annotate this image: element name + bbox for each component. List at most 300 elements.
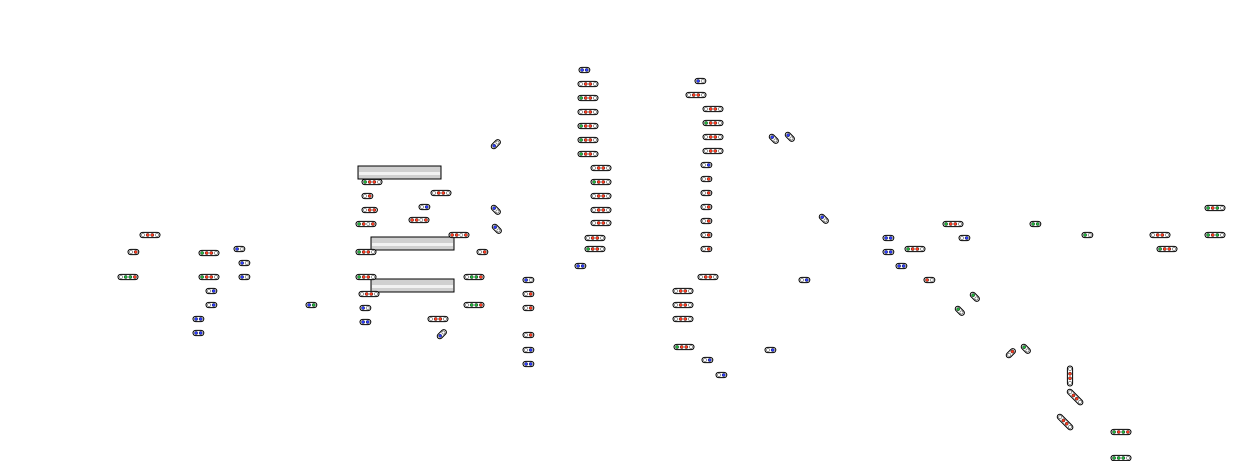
signal-lamp [958, 222, 961, 225]
signal-17[interactable] [356, 221, 376, 226]
signal-74[interactable] [702, 357, 713, 362]
signal-lamp [415, 218, 418, 221]
signal-lamp [1032, 222, 1035, 225]
signal-lamp [709, 149, 712, 152]
signal-21[interactable] [360, 305, 371, 310]
signal-lamp [371, 222, 374, 225]
signal-lamp [707, 247, 710, 250]
signal-lamp [589, 138, 592, 141]
signal-lamp [580, 152, 583, 155]
signal-30[interactable] [428, 316, 448, 321]
signal-22[interactable] [360, 319, 371, 324]
signal-lamp [926, 278, 929, 281]
signal-lamp [146, 233, 149, 236]
signal-lamp [602, 208, 605, 211]
signal-lamp [589, 152, 592, 155]
signal-lamp [1036, 222, 1039, 225]
signal-10[interactable] [234, 246, 245, 251]
signal-lamp [241, 275, 244, 278]
signal-29[interactable] [464, 302, 484, 307]
platform-3 [371, 279, 454, 292]
signal-lamp [703, 247, 706, 250]
signal-82[interactable] [883, 249, 894, 254]
signal-lamp [475, 303, 478, 306]
signal-lamp [151, 233, 154, 236]
signal-lamp [129, 275, 132, 278]
signal-lamp [439, 317, 442, 320]
signal-3[interactable] [118, 274, 138, 279]
signal-lamp [916, 247, 919, 250]
signal-lamp [199, 331, 202, 334]
signal-63[interactable] [701, 176, 712, 181]
signal-lamp [714, 149, 717, 152]
signal-lamp [707, 219, 710, 222]
signal-lamp [367, 222, 370, 225]
signal-lamp [1156, 233, 1159, 236]
signal-lamp [240, 247, 243, 250]
signal-lamp [470, 275, 473, 278]
signal-lamp [374, 292, 377, 295]
signal-lamp [362, 250, 365, 253]
signal-lamp [593, 221, 596, 224]
signal-lamp [464, 233, 467, 236]
signal-lamp [362, 222, 365, 225]
signal-lamp [434, 317, 437, 320]
signal-5[interactable] [199, 274, 219, 279]
signal-68[interactable] [701, 246, 712, 251]
signal-lamp [1113, 430, 1116, 433]
signal-lamp [529, 278, 532, 281]
signal-lamp [364, 180, 367, 183]
signal-lamp [421, 205, 424, 208]
signal-lamp [606, 208, 609, 211]
signal-46[interactable] [578, 137, 598, 142]
signal-lamp [1172, 247, 1175, 250]
signal-lamp [587, 236, 590, 239]
signal-lamp [965, 236, 968, 239]
signal-lamp [600, 247, 603, 250]
signal-lamp [529, 292, 532, 295]
signal-lamp [920, 247, 923, 250]
signal-lamp [801, 278, 804, 281]
signal-lamp [688, 289, 691, 292]
signal-lamp [709, 135, 712, 138]
signal-1[interactable] [140, 232, 160, 237]
signal-47[interactable] [578, 151, 598, 156]
platform-1 [358, 166, 441, 179]
signal-lamp [373, 208, 376, 211]
signal-lamp [600, 236, 603, 239]
platform-stripe [372, 243, 453, 246]
signal-lamp [680, 345, 683, 348]
signal-lamp [707, 163, 710, 166]
signal-lamp [701, 79, 704, 82]
signal-lamp [767, 348, 770, 351]
signal-23[interactable] [431, 190, 451, 195]
signal-58[interactable] [703, 106, 723, 111]
signal-lamp [589, 96, 592, 99]
signal-lamp [1220, 233, 1223, 236]
signal-lamp [142, 233, 145, 236]
signal-95[interactable] [1205, 232, 1225, 237]
signal-lamp [455, 233, 458, 236]
signal-lamp [358, 275, 361, 278]
signal-4[interactable] [199, 250, 219, 255]
signal-62[interactable] [701, 162, 712, 167]
signal-lamp [430, 317, 433, 320]
signal-lamp [593, 152, 596, 155]
signal-lamp [593, 138, 596, 141]
signal-44[interactable] [578, 109, 598, 114]
signal-lamp [1084, 233, 1087, 236]
signal-lamp [911, 247, 914, 250]
signal-lamp [1117, 456, 1120, 459]
signal-25[interactable] [409, 217, 429, 222]
signal-41[interactable] [579, 67, 590, 72]
signal-lamp [684, 289, 687, 292]
signal-18[interactable] [356, 249, 376, 254]
signal-lamp [580, 82, 583, 85]
signal-lamp [902, 264, 905, 267]
signal-lamp [208, 303, 211, 306]
signal-lamp [587, 247, 590, 250]
signal-53[interactable] [585, 235, 605, 240]
signal-lamp [214, 275, 217, 278]
signal-77[interactable] [799, 277, 810, 282]
signal-12[interactable] [239, 274, 250, 279]
platform-stripe [372, 285, 453, 288]
signal-lamp [580, 124, 583, 127]
signal-lamp [377, 180, 380, 183]
signal-lamp [1117, 430, 1120, 433]
signal-16[interactable] [362, 207, 377, 212]
signal-lamp [525, 292, 528, 295]
signal-lamp [589, 110, 592, 113]
signal-lamp [525, 348, 528, 351]
signal-lamp [679, 317, 682, 320]
signal-lamp [606, 166, 609, 169]
signal-lamp [705, 121, 708, 124]
signal-lamp [460, 233, 463, 236]
signal-lamp [443, 317, 446, 320]
signal-lamp [602, 194, 605, 197]
signal-lamp [584, 138, 587, 141]
signal-lamp [689, 345, 692, 348]
signal-lamp [697, 93, 700, 96]
signal-28[interactable] [464, 274, 484, 279]
signal-lamp [580, 96, 583, 99]
signal-lamp [591, 247, 594, 250]
signal-92[interactable] [1150, 232, 1170, 237]
signal-lamp [1220, 206, 1223, 209]
signal-lamp [155, 233, 158, 236]
signal-6[interactable] [206, 288, 217, 293]
signal-39[interactable] [523, 347, 534, 352]
signal-lamp [362, 320, 365, 323]
signal-lamp [718, 373, 721, 376]
signal-lamp [597, 166, 600, 169]
signal-lamp [1165, 233, 1168, 236]
signal-lamp [362, 275, 365, 278]
signal-lamp [701, 93, 704, 96]
signal-70[interactable] [673, 288, 693, 293]
signal-lamp [707, 191, 710, 194]
signal-lamp [1207, 206, 1210, 209]
signal-lamp [479, 275, 482, 278]
signal-lamp [707, 205, 710, 208]
signal-lamp [713, 275, 716, 278]
signal-lamp [358, 222, 361, 225]
signal-lamp [675, 317, 678, 320]
signal-37[interactable] [523, 305, 534, 310]
signal-lamp [371, 250, 374, 253]
signal-lamp [1126, 430, 1129, 433]
signal-75[interactable] [716, 372, 727, 377]
signal-54[interactable] [585, 246, 605, 251]
signal-lamp [120, 275, 123, 278]
signal-27[interactable] [477, 249, 488, 254]
signal-lamp [368, 194, 371, 197]
signal-lamp [208, 289, 211, 292]
signal-40[interactable] [523, 361, 534, 366]
signal-71[interactable] [673, 302, 693, 307]
signal-102[interactable] [1111, 455, 1131, 460]
signal-lamp [1161, 233, 1164, 236]
signal-69[interactable] [698, 274, 718, 279]
signal-60[interactable] [703, 134, 723, 139]
signal-43[interactable] [578, 95, 598, 100]
signal-56[interactable] [695, 78, 706, 83]
signal-lamp [366, 306, 369, 309]
signal-57[interactable] [686, 92, 706, 97]
signal-90[interactable] [1030, 221, 1041, 226]
signal-lamp [692, 93, 695, 96]
signal-50[interactable] [591, 193, 611, 198]
signal-lamp [597, 194, 600, 197]
signal-lamp [420, 218, 423, 221]
signal-lamp [591, 236, 594, 239]
signal-lamp [703, 191, 706, 194]
signal-lamp [437, 191, 440, 194]
signal-lamp [676, 345, 679, 348]
signal-84[interactable] [905, 246, 925, 251]
signal-lamp [525, 278, 528, 281]
signal-lamp [124, 275, 127, 278]
signal-lamp [479, 250, 482, 253]
signal-91[interactable] [1082, 232, 1093, 237]
signal-lamp [525, 333, 528, 336]
signal-45[interactable] [578, 123, 598, 128]
signal-76[interactable] [765, 347, 776, 352]
signal-lamp [708, 358, 711, 361]
signal-8[interactable] [193, 316, 204, 321]
signal-lamp [1068, 368, 1071, 371]
signal-lamp [584, 110, 587, 113]
signal-lamp [581, 68, 584, 71]
signal-11[interactable] [239, 260, 250, 265]
signal-lamp [580, 138, 583, 141]
signal-lamp [446, 191, 449, 194]
signal-73[interactable] [674, 344, 694, 349]
signal-lamp [373, 180, 376, 183]
signal-lamp [709, 121, 712, 124]
signal-lamp [1122, 456, 1125, 459]
signal-lamp [675, 289, 678, 292]
signal-13[interactable] [306, 302, 317, 307]
signal-98[interactable] [1067, 366, 1072, 386]
signal-lamp [1211, 233, 1214, 236]
signal-35[interactable] [523, 277, 534, 282]
signal-lamp [703, 205, 706, 208]
signal-lamp [366, 320, 369, 323]
signal-lamp [889, 250, 892, 253]
signal-lamp [1068, 377, 1071, 380]
signal-lamp [606, 221, 609, 224]
signal-83[interactable] [896, 263, 907, 268]
signal-lamp [584, 152, 587, 155]
signal-64[interactable] [701, 190, 712, 195]
signal-lamp [133, 275, 136, 278]
signal-52[interactable] [591, 220, 611, 225]
signal-lamp [134, 250, 137, 253]
signal-lamp [718, 149, 721, 152]
signal-93[interactable] [1157, 246, 1177, 251]
signal-lamp [1113, 456, 1116, 459]
signal-67[interactable] [701, 232, 712, 237]
signal-lamp [201, 251, 204, 254]
signal-lamp [593, 194, 596, 197]
signal-51[interactable] [591, 207, 611, 212]
signal-101[interactable] [1111, 429, 1131, 434]
signal-lamp [703, 177, 706, 180]
signal-lamp [593, 166, 596, 169]
platform-stripe [359, 172, 440, 175]
signal-7[interactable] [206, 302, 217, 307]
signal-lamp [703, 219, 706, 222]
signal-lamp [684, 317, 687, 320]
signal-lamp [525, 362, 528, 365]
signal-lamp [593, 96, 596, 99]
signal-lamp [362, 306, 365, 309]
signal-lamp [945, 222, 948, 225]
signal-87[interactable] [959, 235, 970, 240]
signal-lamp [602, 221, 605, 224]
signal-19[interactable] [356, 274, 376, 279]
signal-lamp [1211, 206, 1214, 209]
signal-lamp [466, 303, 469, 306]
signal-lamp [361, 292, 364, 295]
signal-lamp [714, 135, 717, 138]
signal-lamp [424, 218, 427, 221]
signal-lamp [602, 166, 605, 169]
signal-lamp [205, 275, 208, 278]
signal-lamp [367, 250, 370, 253]
signal-26[interactable] [449, 232, 469, 237]
signal-lamp [688, 93, 691, 96]
signal-lamp [688, 303, 691, 306]
signal-lamp [593, 208, 596, 211]
signal-lamp [367, 275, 370, 278]
signal-lamp [580, 110, 583, 113]
signal-lamp [529, 306, 532, 309]
signal-lamp [709, 275, 712, 278]
signal-86[interactable] [943, 221, 963, 226]
signal-65[interactable] [701, 204, 712, 209]
signal-lamp [245, 261, 248, 264]
signal-lamp [703, 163, 706, 166]
signal-59[interactable] [703, 120, 723, 125]
signal-lamp [212, 289, 215, 292]
signal-lamp [688, 317, 691, 320]
signal-lamp [889, 236, 892, 239]
signal-15[interactable] [362, 193, 373, 198]
signal-lamp [597, 180, 600, 183]
signal-81[interactable] [883, 235, 894, 240]
signal-lamp [236, 247, 239, 250]
signal-lamp [365, 292, 368, 295]
signal-lamp [722, 373, 725, 376]
signal-lamp [1126, 456, 1129, 459]
signal-49[interactable] [591, 179, 611, 184]
signal-61[interactable] [703, 148, 723, 153]
signal-lamp [1216, 206, 1219, 209]
signal-lamp [1068, 381, 1071, 384]
signal-lamp [479, 303, 482, 306]
signal-lamp [1207, 233, 1210, 236]
signal-lamp [241, 261, 244, 264]
signal-20[interactable] [359, 291, 379, 296]
signal-lamp [1122, 430, 1125, 433]
signal-48[interactable] [591, 165, 611, 170]
signal-lamp [195, 331, 198, 334]
signal-lamp [205, 251, 208, 254]
signal-lamp [312, 303, 315, 306]
signal-24[interactable] [419, 204, 430, 209]
signal-lamp [411, 218, 414, 221]
signal-lamp [718, 121, 721, 124]
signal-9[interactable] [193, 330, 204, 335]
signal-lamp [606, 194, 609, 197]
signal-72[interactable] [673, 316, 693, 321]
signal-42[interactable] [578, 81, 598, 86]
signal-38[interactable] [523, 332, 534, 337]
signal-85[interactable] [924, 277, 935, 282]
signal-lamp [1088, 233, 1091, 236]
signal-14[interactable] [362, 179, 382, 184]
signal-lamp [368, 180, 371, 183]
signal-lamp [470, 303, 473, 306]
signal-lamp [949, 222, 952, 225]
signal-lamp [771, 348, 774, 351]
signal-lamp [529, 333, 532, 336]
signal-lamp [308, 303, 311, 306]
signal-94[interactable] [1205, 205, 1225, 210]
signal-lamp [602, 180, 605, 183]
signal-lamp [483, 250, 486, 253]
signal-lamp [679, 303, 682, 306]
signal-lamp [704, 358, 707, 361]
signal-2[interactable] [128, 249, 139, 254]
signal-lamp [606, 180, 609, 183]
signal-lamp [589, 82, 592, 85]
signal-lamp [684, 303, 687, 306]
signal-lamp [364, 208, 367, 211]
signal-66[interactable] [701, 218, 712, 223]
signal-55[interactable] [575, 263, 586, 268]
signal-lamp [1068, 372, 1071, 375]
signal-36[interactable] [523, 291, 534, 296]
signal-lamp [700, 275, 703, 278]
